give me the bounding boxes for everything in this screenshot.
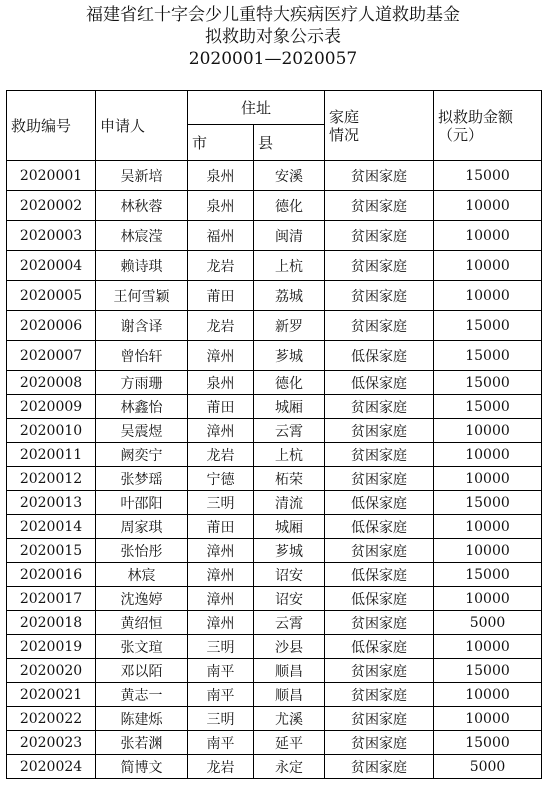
- cell-family: 贫困家庭: [325, 443, 434, 467]
- cell-id: 2020022: [7, 707, 96, 731]
- table-row: [7, 311, 542, 341]
- cell-city: 三明: [188, 635, 254, 659]
- cell-family: 低保家庭: [325, 341, 434, 371]
- cell-county: 芗城: [254, 539, 325, 563]
- cell-city: 龙岩: [188, 755, 254, 779]
- cell-id: 2020004: [7, 251, 96, 281]
- cell-amount: 15000: [434, 659, 542, 683]
- cell-county: 荔城: [254, 281, 325, 311]
- title-line-1: 福建省红十字会少儿重特大疾病医疗人道救助基金: [86, 5, 460, 25]
- cell-applicant: 黄志一: [96, 683, 188, 707]
- table-row: [7, 371, 542, 395]
- cell-family: 贫困家庭: [325, 419, 434, 443]
- cell-family: 贫困家庭: [325, 707, 434, 731]
- table-row: [7, 563, 542, 587]
- header-amount: [434, 91, 542, 161]
- cell-applicant: 林秋蓉: [96, 191, 188, 221]
- cell-amount: 15000: [434, 395, 542, 419]
- document-title: [0, 4, 546, 70]
- header-county: 县: [254, 125, 325, 161]
- cell-applicant: 赖诗琪: [96, 251, 188, 281]
- cell-county: 云霄: [254, 611, 325, 635]
- cell-applicant: 张梦瑶: [96, 467, 188, 491]
- cell-id: 2020013: [7, 491, 96, 515]
- cell-family: 低保家庭: [325, 587, 434, 611]
- cell-city: 龙岩: [188, 251, 254, 281]
- header-city: 市: [188, 125, 254, 161]
- cell-amount: 10000: [434, 191, 542, 221]
- cell-city: 南平: [188, 731, 254, 755]
- cell-city: 泉州: [188, 191, 254, 221]
- table-row: [7, 419, 542, 443]
- table-row: [7, 635, 542, 659]
- cell-family: 低保家庭: [325, 371, 434, 395]
- cell-city: 宁德: [188, 467, 254, 491]
- aid-recipients-table: [6, 90, 542, 779]
- cell-city: 福州: [188, 221, 254, 251]
- cell-family: 低保家庭: [325, 491, 434, 515]
- cell-county: 新罗: [254, 311, 325, 341]
- cell-family: 贫困家庭: [325, 191, 434, 221]
- cell-county: 云霄: [254, 419, 325, 443]
- cell-city: 漳州: [188, 611, 254, 635]
- cell-county: 城厢: [254, 395, 325, 419]
- cell-id: 2020012: [7, 467, 96, 491]
- cell-county: 城厢: [254, 515, 325, 539]
- cell-family: 贫困家庭: [325, 161, 434, 191]
- table-row: [7, 587, 542, 611]
- cell-id: 2020001: [7, 161, 96, 191]
- cell-county: 诏安: [254, 563, 325, 587]
- header-address: 住址: [188, 91, 325, 125]
- cell-family: 贫困家庭: [325, 611, 434, 635]
- cell-id: 2020007: [7, 341, 96, 371]
- table-row: [7, 251, 542, 281]
- table-row: [7, 221, 542, 251]
- cell-county: 诏安: [254, 587, 325, 611]
- cell-amount: 15000: [434, 371, 542, 395]
- cell-amount: 10000: [434, 221, 542, 251]
- table-row: [7, 659, 542, 683]
- table-row: [7, 191, 542, 221]
- cell-applicant: 周家琪: [96, 515, 188, 539]
- header-applicant: 申请人: [96, 91, 188, 161]
- title-line-3: 2020001—2020057: [188, 49, 358, 69]
- cell-family: 低保家庭: [325, 515, 434, 539]
- cell-id: 2020005: [7, 281, 96, 311]
- cell-id: 2020014: [7, 515, 96, 539]
- table-body: [7, 161, 542, 779]
- cell-applicant: 简博文: [96, 755, 188, 779]
- cell-city: 漳州: [188, 419, 254, 443]
- cell-id: 2020003: [7, 221, 96, 251]
- cell-amount: 10000: [434, 419, 542, 443]
- cell-id: 2020021: [7, 683, 96, 707]
- cell-family: 低保家庭: [325, 635, 434, 659]
- cell-county: 尤溪: [254, 707, 325, 731]
- cell-id: 2020006: [7, 311, 96, 341]
- cell-applicant: 林宸: [96, 563, 188, 587]
- cell-county: 延平: [254, 731, 325, 755]
- cell-applicant: 张若渊: [96, 731, 188, 755]
- cell-applicant: 方雨珊: [96, 371, 188, 395]
- title-line-2: 拟救助对象公示表: [205, 27, 341, 47]
- header-amount-line-1: 拟救助金额: [438, 107, 514, 126]
- cell-city: 莆田: [188, 281, 254, 311]
- cell-family: 贫困家庭: [325, 731, 434, 755]
- cell-city: 莆田: [188, 515, 254, 539]
- cell-county: 安溪: [254, 161, 325, 191]
- cell-amount: 5000: [434, 755, 542, 779]
- cell-county: 上杭: [254, 443, 325, 467]
- cell-county: 顺昌: [254, 683, 325, 707]
- cell-id: 2020015: [7, 539, 96, 563]
- cell-amount: 10000: [434, 539, 542, 563]
- cell-family: 贫困家庭: [325, 539, 434, 563]
- cell-id: 2020009: [7, 395, 96, 419]
- table-row: [7, 491, 542, 515]
- table-row: [7, 467, 542, 491]
- cell-county: 沙县: [254, 635, 325, 659]
- table-row: [7, 683, 542, 707]
- cell-city: 泉州: [188, 161, 254, 191]
- cell-applicant: 林宸滢: [96, 221, 188, 251]
- cell-family: 贫困家庭: [325, 659, 434, 683]
- cell-city: 漳州: [188, 539, 254, 563]
- cell-city: 龙岩: [188, 311, 254, 341]
- cell-amount: 15000: [434, 341, 542, 371]
- cell-family: 贫困家庭: [325, 683, 434, 707]
- cell-amount: 10000: [434, 635, 542, 659]
- cell-family: 贫困家庭: [325, 221, 434, 251]
- cell-county: 闽清: [254, 221, 325, 251]
- cell-id: 2020008: [7, 371, 96, 395]
- header-family-line-2: 情况: [329, 125, 360, 144]
- cell-family: 贫困家庭: [325, 281, 434, 311]
- cell-applicant: 陈建烁: [96, 707, 188, 731]
- cell-applicant: 邓以陌: [96, 659, 188, 683]
- cell-amount: 15000: [434, 311, 542, 341]
- cell-city: 龙岩: [188, 443, 254, 467]
- cell-family: 贫困家庭: [325, 311, 434, 341]
- cell-id: 2020011: [7, 443, 96, 467]
- cell-applicant: 吴震煜: [96, 419, 188, 443]
- table-row: [7, 539, 542, 563]
- cell-id: 2020023: [7, 731, 96, 755]
- cell-amount: 15000: [434, 161, 542, 191]
- cell-applicant: 曾怡轩: [96, 341, 188, 371]
- cell-applicant: 叶邵阳: [96, 491, 188, 515]
- header-family: [325, 91, 434, 161]
- cell-amount: 10000: [434, 707, 542, 731]
- table-row: [7, 731, 542, 755]
- table-header: [7, 91, 542, 161]
- cell-city: 漳州: [188, 341, 254, 371]
- cell-amount: 10000: [434, 281, 542, 311]
- cell-county: 芗城: [254, 341, 325, 371]
- table-row: [7, 515, 542, 539]
- cell-applicant: 吴新培: [96, 161, 188, 191]
- cell-county: 柘荣: [254, 467, 325, 491]
- cell-amount: 10000: [434, 587, 542, 611]
- table-row: [7, 341, 542, 371]
- cell-city: 南平: [188, 659, 254, 683]
- cell-city: 漳州: [188, 563, 254, 587]
- cell-city: 漳州: [188, 587, 254, 611]
- cell-family: 贫困家庭: [325, 251, 434, 281]
- cell-amount: 10000: [434, 443, 542, 467]
- cell-applicant: 张怡彤: [96, 539, 188, 563]
- cell-city: 南平: [188, 683, 254, 707]
- cell-family: 贫困家庭: [325, 755, 434, 779]
- cell-applicant: 王何雪颖: [96, 281, 188, 311]
- cell-amount: 10000: [434, 683, 542, 707]
- header-amount-line-2: （元）: [438, 125, 484, 144]
- cell-id: 2020017: [7, 587, 96, 611]
- cell-applicant: 张文瑄: [96, 635, 188, 659]
- header-id: 救助编号: [7, 91, 96, 161]
- cell-county: 顺昌: [254, 659, 325, 683]
- cell-id: 2020002: [7, 191, 96, 221]
- header-family-line-1: 家庭: [329, 107, 360, 126]
- cell-id: 2020016: [7, 563, 96, 587]
- cell-id: 2020019: [7, 635, 96, 659]
- cell-city: 莆田: [188, 395, 254, 419]
- cell-amount: 5000: [434, 611, 542, 635]
- cell-county: 德化: [254, 371, 325, 395]
- table-row: [7, 611, 542, 635]
- cell-city: 三明: [188, 491, 254, 515]
- cell-id: 2020018: [7, 611, 96, 635]
- cell-amount: 10000: [434, 467, 542, 491]
- cell-family: 贫困家庭: [325, 395, 434, 419]
- cell-amount: 15000: [434, 731, 542, 755]
- cell-county: 上杭: [254, 251, 325, 281]
- table-row: [7, 395, 542, 419]
- cell-applicant: 林鑫怡: [96, 395, 188, 419]
- table-row: [7, 443, 542, 467]
- cell-family: 贫困家庭: [325, 467, 434, 491]
- cell-applicant: 沈逸婷: [96, 587, 188, 611]
- cell-county: 德化: [254, 191, 325, 221]
- cell-applicant: 黄绍恒: [96, 611, 188, 635]
- cell-city: 三明: [188, 707, 254, 731]
- table-row: [7, 707, 542, 731]
- cell-id: 2020010: [7, 419, 96, 443]
- cell-city: 泉州: [188, 371, 254, 395]
- table-row: [7, 755, 542, 779]
- cell-applicant: 谢含译: [96, 311, 188, 341]
- table-row: [7, 281, 542, 311]
- cell-county: 清流: [254, 491, 325, 515]
- cell-applicant: 阙奕宁: [96, 443, 188, 467]
- cell-id: 2020024: [7, 755, 96, 779]
- cell-family: 低保家庭: [325, 563, 434, 587]
- cell-id: 2020020: [7, 659, 96, 683]
- cell-amount: 10000: [434, 251, 542, 281]
- cell-amount: 15000: [434, 563, 542, 587]
- table-row: [7, 161, 542, 191]
- cell-amount: 10000: [434, 515, 542, 539]
- cell-amount: 15000: [434, 491, 542, 515]
- cell-county: 永定: [254, 755, 325, 779]
